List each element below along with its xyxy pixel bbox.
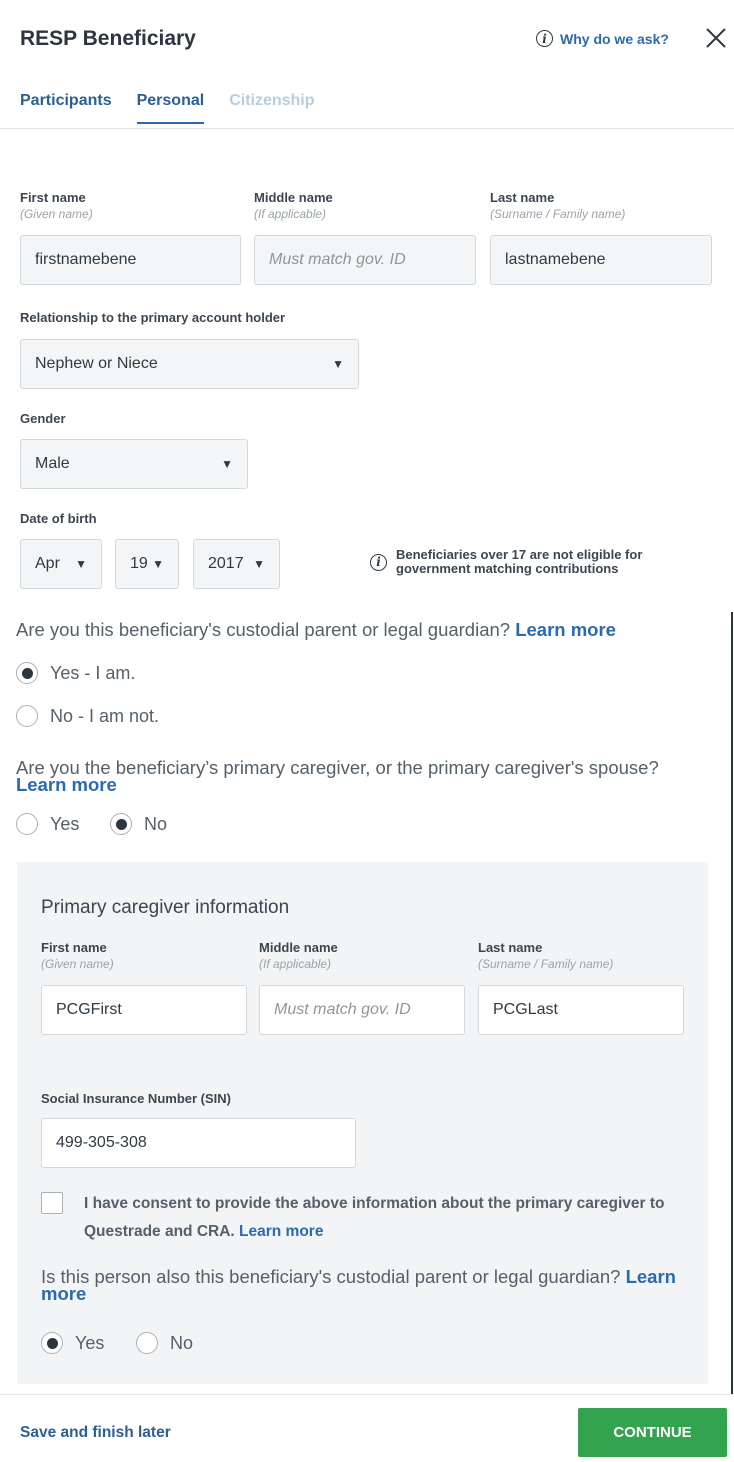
dob-note [370, 548, 720, 576]
pcg-middle-name-label: Middle name [259, 940, 338, 955]
caret-down-icon: ▼ [221, 457, 233, 471]
pcg-middle-name-sublabel: (If applicable) [259, 957, 332, 971]
close-icon[interactable] [700, 22, 732, 54]
dob-month-select[interactable] [20, 539, 102, 589]
last-name-label: Last name [490, 190, 555, 205]
tab-divider [0, 128, 734, 129]
middle-name-sublabel: (If applicable) [254, 207, 327, 221]
first-name-sublabel: (Given name) [20, 207, 93, 221]
relationship-select[interactable] [20, 339, 359, 389]
sin-label: Social Insurance Number (SIN) [41, 1091, 231, 1106]
last-name-sublabel: (Surname / Family name) [490, 207, 626, 221]
custodial-question-text: Are you this beneficiary's custodial parent or legal guardian? [16, 619, 511, 640]
custodial-question [16, 621, 716, 638]
custodial-learn-more-link[interactable]: Learn more [515, 619, 616, 640]
radio-selected[interactable] [41, 1332, 63, 1354]
scrollbar[interactable] [731, 612, 733, 1395]
pcg-last-name-label: Last name [478, 940, 543, 955]
continue-button[interactable]: CONTINUE [578, 1408, 727, 1457]
caret-down-icon: ▼ [152, 557, 164, 571]
pcg-first-name-sublabel: (Given name) [41, 957, 114, 971]
custodial-yes-option[interactable] [16, 662, 135, 684]
custodial-no-option[interactable] [16, 705, 159, 727]
radio-selected[interactable] [110, 813, 132, 835]
pcg-custodial-no-option[interactable] [136, 1332, 193, 1354]
pcg-custodial-no-label: No [170, 1332, 194, 1353]
pcg-custodial-question [41, 1268, 681, 1302]
info-icon: i [370, 554, 387, 571]
caregiver-learn-more-link[interactable]: Learn more [16, 774, 117, 795]
why-do-we-ask-link[interactable] [536, 30, 669, 47]
first-name-label: First name [20, 190, 86, 205]
radio-selected[interactable] [16, 662, 38, 684]
pcg-first-name-group [41, 940, 247, 1035]
caregiver-yes-option[interactable] [16, 813, 79, 835]
relationship-value: Nephew or Niece [35, 355, 158, 372]
tab-personal[interactable]: Personal [137, 92, 205, 124]
pcg-custodial-yes-option[interactable] [41, 1332, 104, 1354]
dob-day-select[interactable] [115, 539, 179, 589]
pcg-last-name-group [478, 940, 684, 1035]
consent-text [84, 1190, 684, 1246]
dob-month-value: Apr [35, 555, 60, 572]
first-name-input[interactable]: firstnamebene [20, 235, 241, 285]
tab-participants[interactable]: Participants [20, 92, 112, 109]
consent-checkbox[interactable] [41, 1192, 63, 1214]
consent-learn-more-link[interactable]: Learn more [239, 1223, 324, 1240]
custodial-yes-label: Yes - I am. [50, 662, 136, 683]
first-name-group [20, 190, 241, 285]
dob-day-value: 19 [130, 555, 148, 572]
caret-down-icon: ▼ [332, 357, 344, 371]
gender-value: Male [35, 455, 70, 472]
last-name-group [490, 190, 712, 285]
pcg-middle-name-input[interactable]: Must match gov. ID [259, 985, 465, 1035]
footer-divider [0, 1394, 734, 1395]
pcg-middle-name-group [259, 940, 465, 1035]
caregiver-question-text: Are you the beneficiary’s primary caregiver, or the primary caregiver's spouse? [16, 757, 659, 778]
consent-label: I have consent to provide the above information about the primary caregiver to Questrade and CRA. [84, 1195, 665, 1240]
pcg-first-name-input[interactable]: PCGFirst [41, 985, 247, 1035]
middle-name-group [254, 190, 476, 285]
last-name-input[interactable]: lastnamebene [490, 235, 712, 285]
tab-citizenship: Citizenship [229, 92, 315, 109]
middle-name-input[interactable]: Must match gov. ID [254, 235, 476, 285]
middle-name-label: Middle name [254, 190, 333, 205]
caregiver-heading: Primary caregiver information [41, 897, 290, 918]
caret-down-icon: ▼ [253, 557, 265, 571]
save-and-finish-later-link[interactable]: Save and finish later [20, 1424, 171, 1441]
caregiver-no-label: No [144, 813, 168, 834]
radio-unselected[interactable] [136, 1332, 158, 1354]
dialog-title: RESP Beneficiary [20, 27, 196, 50]
pcg-last-name-input[interactable]: PCGLast [478, 985, 684, 1035]
caregiver-yes-label: Yes [50, 813, 80, 834]
gender-select[interactable] [20, 439, 248, 489]
caregiver-no-option[interactable] [110, 813, 167, 835]
pcg-custodial-learn-more-link[interactable]: Learn more [41, 1266, 676, 1304]
radio-unselected[interactable] [16, 813, 38, 835]
caret-down-icon: ▼ [75, 557, 87, 571]
why-do-we-ask-label: Why do we ask? [560, 30, 669, 47]
gender-label: Gender [20, 411, 66, 426]
tab-bar [20, 92, 315, 124]
pcg-custodial-question-text: Is this person also this beneficiary's custodial parent or legal guardian? [41, 1266, 621, 1287]
primary-caregiver-panel [17, 862, 708, 1384]
dob-label: Date of birth [20, 511, 97, 526]
pcg-custodial-yes-label: Yes [75, 1332, 105, 1353]
pcg-first-name-label: First name [41, 940, 107, 955]
dob-year-select[interactable] [193, 539, 280, 589]
sin-input[interactable]: 499-305-308 [41, 1118, 356, 1168]
info-icon: i [536, 30, 553, 47]
pcg-last-name-sublabel: (Surname / Family name) [478, 957, 614, 971]
relationship-label: Relationship to the primary account holder [20, 310, 286, 325]
caregiver-question [16, 759, 706, 793]
dob-year-value: 2017 [208, 555, 244, 572]
dob-note-text: Beneficiaries over 17 are not eligible for government matching contributions [396, 547, 643, 576]
radio-unselected[interactable] [16, 705, 38, 727]
custodial-no-label: No - I am not. [50, 705, 160, 726]
